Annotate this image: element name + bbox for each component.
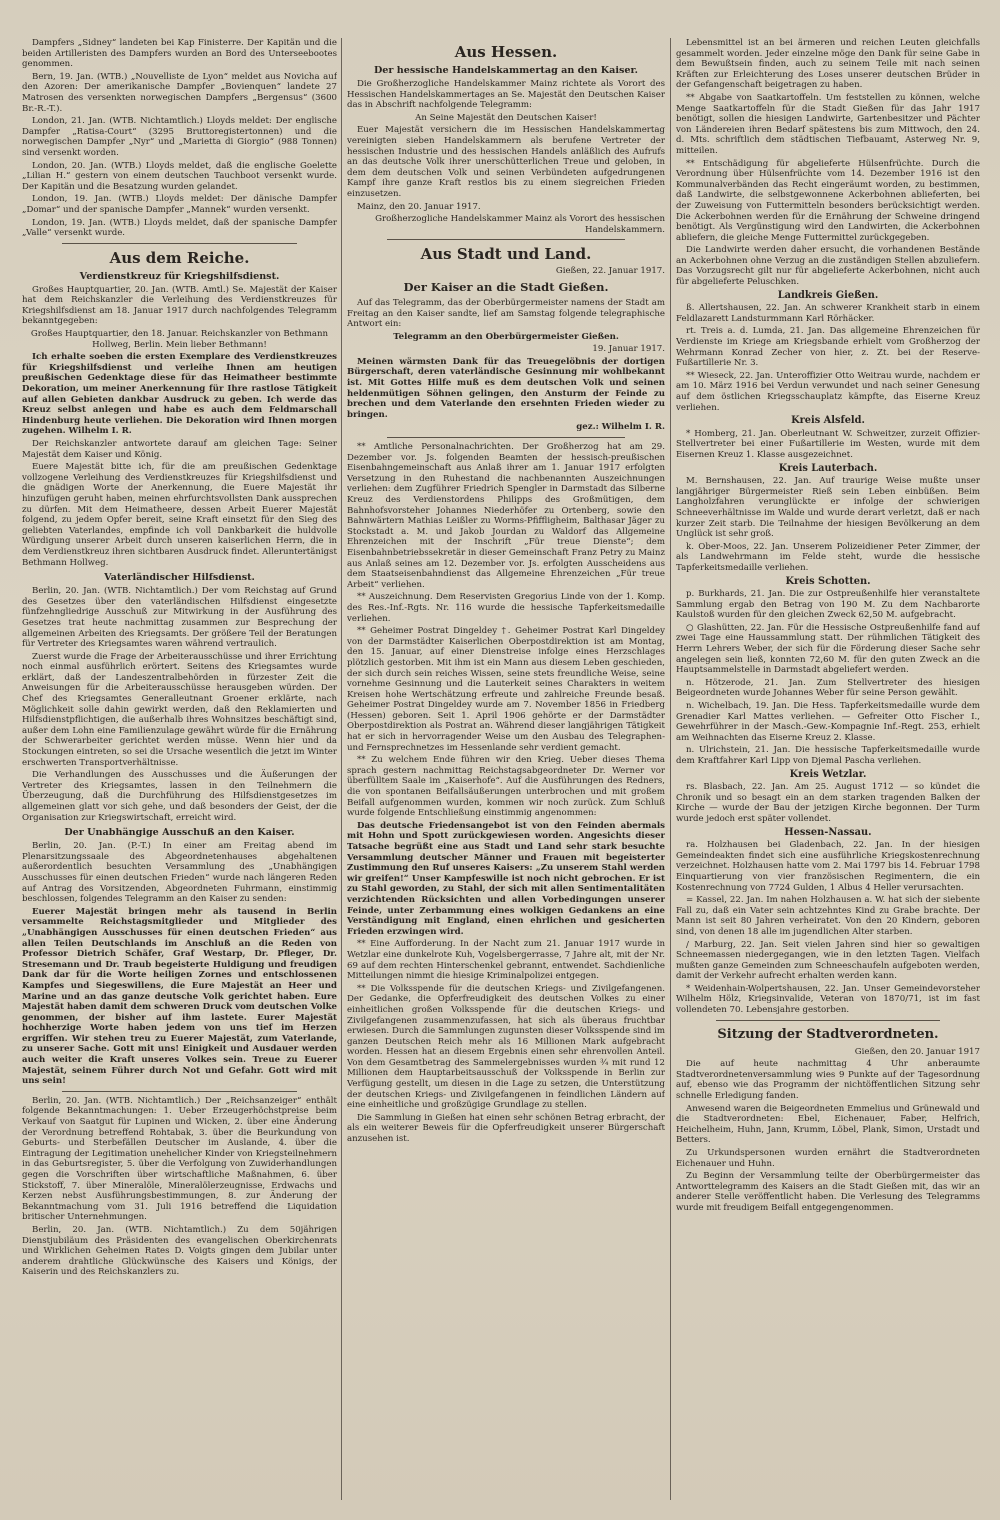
paragraph: ** Auszeichnung. Dem Reservisten Gregorius Linde von der 1. Komp. des Res.-Inf.-Rgts. Nr. 116 wurde die hessische Tapferkeitsmedaille verliehen. xyxy=(347,592,665,624)
paragraph: ** Eine Aufforderung. In der Nacht zum 21. Januar 1917 wurde in Wetzlar eine dunkelrote Kuh, Vogelsbergerrasse, 7 Jahre alt, mit der Nr. 69 auf dem rechten Hinterschenkel gebrannt, entwendet. Sachdienliche Mitteilungen nimmt die hiesige Kriminalpolizei entgegen. xyxy=(347,939,665,982)
section-heading: Sitzung der Stadtverordneten. xyxy=(717,1026,939,1042)
article-title: Der Kaiser an die Stadt Gießen. xyxy=(403,279,609,294)
column-2 xyxy=(347,38,665,1500)
paragraph: Die Sammlung in Gießen hat einen sehr schönen Betrag erbracht, der als ein weiterer Beweis für die Opferfreudigkeit unserer Bürgerschaft anzusehen ist. xyxy=(347,1112,665,1145)
paragraph: k. Ober-Moos, 22. Jan. Unserem Polizeidiener Peter Zimmer, der als Landwehrmann im Felde steht, wurde die hessische Tapferkeitsmedaille verliehen. xyxy=(676,541,980,573)
paragraph: ra. Holzhausen bei Gladenbach, 22. Jan. In der hiesigen Gemeindeakten findet sich eine ausführliche Kriegskostenrechnung verzeichnet. Holzhausen hatte vom 2. Mai 1797 bis 14. Februar 1798 Einquartierung von vier französischen Regimentern, die ein Kostenrechnung von 7724 Gulden, 1 Albus 4 Heller verursachten. xyxy=(676,840,980,893)
paragraph: An Seine Majestät den Deutschen Kaiser! xyxy=(415,112,597,123)
paragraph: p. Burkhards, 21. Jan. Die zur Ostpreußenhilfe hier veranstaltete Sammlung ergab den Betrag von 190 M. Zu dem Nachbarorte Kaulstoß wurden für den gleichen Zweck 62,50 M. aufgebracht. xyxy=(676,589,980,621)
paragraph: Ich erhalte soeben die ersten Exemplare des Verdienstkreuzes für Kriegshilfsdienst und verleihe Ihnen am heutigen preußischen Gedenktage diese für das Heimatheer bestimmte Dekoration, um meiner Anerkennung für Ihre rastlose Tätigkeit auf allen Gebieten dankbar Ausdruck zu geben. Ich werde das Kreuz selbst anlegen und habe es auch dem Feldmarschall Hindenburg heute verliehen. Die Dekoration wird Ihnen morgen zugehen. Wilhelm I. R. xyxy=(22,352,337,437)
paragraph: ** Entschädigung für abgelieferte Hülsenfrüchte. Durch die Verordnung über Hülsenfrüchte vom 14. Dezember 1916 ist den Kommunalverbänden das Recht eingeräumt worden, zu bestimmen, daß Landwirte, die selbstgewonnene Ackerbohnen ablieferten, bei der Zuweisung von Futtermitteln besonders berücksichtigt werden. Die Ackerbohnen werden für die Ernährung der Schweine dringend benötigt. Als Vergünstigung wird den Landwirten, die Ackerbohnen abliefern, die gleiche Menge Futtermittel zurückgegeben. xyxy=(676,158,980,243)
paragraph: Zuerst wurde die Frage der Arbeiterausschüsse und ihrer Errichtung noch einmal ausführlich erörtert. Seitens des Kriegsamtes wurde erklärt, daß der Landeszentralbehörden in fürzester Zeit die Anweisungen für die Arbeiterausschüsse herausgeben würden. Der Chef des Kriegsamtes Generalleutnant Groener erklärte, nach Möglichkeit solle dahin gewirkt werden, daß den Reklamierten und Hilfsdienstpflichtigen, die außerhalb ihres Wohnsitzes beschäftigt sind, außer dem Lohn eine Familienzulage gewährt würde für die Ernährung der Schwerarbeiter gerichtet werden müsse. Wenn hier und da Stockungen eintreten, so sei die Ursache wesentlich die jetzt im Winter erschwerten Transportverhältnisse. xyxy=(22,651,337,768)
section-divider xyxy=(62,1091,297,1092)
article-title: Verdienstkreuz für Kriegshilfsdienst. xyxy=(79,270,280,282)
paragraph: rt. Treis a. d. Lumda, 21. Jan. Das allgemeine Ehrenzeichen für Verdienste im Kriege am Kriegsbande erhielt vom Großherzog der Wehrmann Konrad Zecher von hier, z. Zt. bei der Reserve-Fußartillerie Nr. 3. xyxy=(676,326,980,369)
article-title: Vaterländischer Hilfsdienst. xyxy=(104,572,255,584)
paragraph: Euer Majestät versichern die im Hessischen Handelskammertag vereinigten sieben Handelskammern als berufene Vertreter der hessischen Industrie und des hessischen Handels anläßlich des Aufrufs an das deutsche Volk ihrer unerschütterlichen Treue und geloben, in dem dem deutschen Volk und seinen Verbündeten aufgedrungenen Kampf ihre ganze Kraft restlos bis zu einem siegreichen Frieden einzusetzen. xyxy=(347,125,665,199)
paragraph: ** Geheimer Postrat Dingeldey †. Geheimer Postrat Karl Dingeldey von der Darmstädter Kaiserlichen Oberpostdirektion ist am Montag, den 15. Januar, auf einer Dienstreise infolge eines Herzschlages plötzlich gestorben. Mit ihm ist ein Mann aus diesem Leben geschieden, der sich durch sein reiches Wissen, seine stets freundliche Weise, seine vornehme Gesinnung und die Lauterkeit seines Charakters in weitem Kreisen hohe Wertschätzung erfreute und zahlreiche Freunde besaß. Geheimer Postrat Dingeldey wurde am 7. November 1856 in Friedberg (Hessen) geboren. Seit 1. April 1906 gehörte er der Darmstädter Oberpostdirektion als Postrat an. Während dieser langjährigen Tätigkeit hat er sich in hervorragender Weise um den Ausbau des Telegraphen- und Fernsprechnetzes im Hessenlande sehr verdient gemacht. xyxy=(347,626,665,753)
paragraph: London, 19. Jan. (WTB.) Lloyds meldet: Der dänische Dampfer „Domar“ und der spanische Dampfer „Mannek“ wurden versenkt. xyxy=(22,194,337,215)
paragraph: Zu Beginn der Versammlung teilte der Oberbürgermeister das Antworttelegramm des Kaisers an die Stadt Gießen mit, das wir an anderer Stelle veröffentlicht haben. Die Verlesung des Telegramms wurde mit freudigem Beifall entgegengenommen. xyxy=(676,1171,980,1213)
section-heading: Aus Hessen. xyxy=(454,43,558,61)
region-heading: Landkreis Gießen. xyxy=(777,289,879,301)
paragraph: Der Reichskanzler antwortete darauf am gleichen Tage: Seiner Majestät dem Kaiser und König. xyxy=(22,439,337,460)
column-rule xyxy=(341,38,342,1500)
paragraph: rs. Blasbach, 22. Jan. Am 25. August 1712 — so kündet die Chronik und so besagt ein an dem starken tragenden Balken der Kirche — wurde der Bau der jetzigen Kirche begonnen. Der Turm wurde jedoch erst später vollendet. xyxy=(676,782,980,824)
article-title: Der Unabhängige Ausschuß an den Kaiser. xyxy=(64,827,295,839)
paragraph: n. Hötzerode, 21. Jan. Zum Stellvertreter des hiesigen Beigeordneten wurde Johannes Weber für seine Person gewählt. xyxy=(676,677,980,699)
paragraph: Euerer Majestät bringen mehr als tausend in Berlin versammelte Reichstagsmitglieder und Mitglieder des „Unabhängigen Ausschusses für einen deutschen Frieden“ aus allen Teilen Deutschlands im Anschluß an die Reden von Professor Dietrich Schäfer, Graf Westarp, Dr. Pfleger, Dr. Stresemann und Dr. Traub begeisterte Huldigung und freudigen Dank dar für die Worte heiligen Zornes und entschlossenen Kampfes und Siegeswillens, die Eure Majestät an Heer und Marine und an das ganze deutsche Volk gerichtet haben. Eure Majestät haben damit dem schweren Druck vom deutschen Volke genommen, der bisher auf ihm lastete. Eurer Majestät hochherzige Worte haben jedem von uns tief im Herzen ergriffen. Wir stehen treu zu Euerer Majestät, zum Vaterlande, zu unserer Sache. Gott mit uns! Einigkeit und Ausdauer werden auch weiter die Kraft unseres Volkes sein. Treue zu Euerer Majestät, seinem Führer durch Not und Gefahr. Gott wird mit uns sein! xyxy=(22,906,337,1087)
paragraph: Mainz, den 20. Januar 1917. xyxy=(357,201,481,212)
article-title: Der hessische Handelskammertag an den Kaiser. xyxy=(373,65,638,76)
paragraph: London, 20. Jan. (WTB.) Lloyds meldet, daß die englische Goelette „Lilian H.“ gestern von einem deutschen Tauchboot versenkt wurde. Der Kapitän und die Besatzung wurden gelandet. xyxy=(22,160,337,192)
paragraph: Großherzogliche Handelskammer Mainz als Vorort des hessischen Handelskammern. xyxy=(375,214,665,235)
region-heading: Hessen-Nassau. xyxy=(784,826,872,838)
section-heading: Aus Stadt und Land. xyxy=(420,245,592,264)
paragraph: n. Wichelbach, 19. Jan. Die Hess. Tapferkeitsmedaille wurde dem Grenadier Karl Mattes verliehen. — Gefreiter Otto Fischer I., Gewehrführer in der Masch.-Gew.-Kompagnie Inf.-Regt. 253, erhielt am Weihnachten das Eiserne Kreuz 2. Klasse. xyxy=(676,701,980,743)
section-divider xyxy=(716,1020,940,1021)
paragraph: Berlin, 20. Jan. (WTB. Nichtamtlich.) Zu dem 50jährigen Dienstjubiläum des Präsidenten des evangelischen Oberkirchenrats und Wirklichen Geheimen Rates D. Voigts gingen dem Jubilar unter anderem drahtliche Glückwünsche des Kaisers und Königs, der Kaiserin und des Reichskanzlers zu. xyxy=(22,1224,337,1278)
paragraph: Die Verhandlungen des Ausschusses und die Äußerungen der Vertreter des Kriegsamtes, lassen in den Teilnehmern die Überzeugung, daß die Durchführung des Hilfsdienstgesetzes im allgemeinen glatt vor sich gehe, und daß besonders der Geist, der die Organisation zur Kriegswirtschaft, erreicht wird. xyxy=(22,770,337,823)
paragraph: M. Bernshausen, 22. Jan. Auf traurige Weise mußte unser langjähriger Bürgermeister Rieß sein Leben einbüßen. Beim Langholzfahren verunglückte er infolge der schwierigen Schneeverhältnisse im Walde und wurde derart verletzt, daß er nach kurzer Zeit starb. Die Teilnahme der hiesigen Bevölkerung an dem Unglück ist sehr groß. xyxy=(676,476,980,540)
dateline: Gießen, 22. Januar 1917. xyxy=(555,266,665,277)
region-heading: Kreis Alsfeld. xyxy=(791,415,865,427)
paragraph: n. Ulrichstein, 21. Jan. Die hessische Tapferkeitsmedaille wurde dem Kraftfahrer Karl Lipp von Djemal Pascha verliehen. xyxy=(676,745,980,766)
paragraph: Berlin, 20. Jan. (WTB. Nichtamtlich.) Der „Reichsanzeiger“ enthält folgende Bekanntmachungen: 1. Ueber Erzeugerhöchstpreise beim Verkauf von Saatgut für Lupinen und Wicken, 2. über eine Änderung der Verordnung betreffend Rohtabak, 3. über die Beurkundung von Geburts- und Sterbefällen Deutscher im Auslande, 4. über die Eintragung der Legitimation unehelicher Kinder von Kriegsteilnehmern in das Geburtsregister, 5. über die Verfolgung von Zuwiderhandlungen gegen die Vorschriften über wirtschaftliche Maßnahmen, 6. über Stickstoff, 7. über Mineralöle, Mineralölerzeugnisse, Erdwachs und Kerzen nebst Ausführungsbestimmungen, 8. zur Änderung der Bekanntmachung vom 31. Juli 1916 betreffend die Liquidation britischer Unternehmungen. xyxy=(22,1095,337,1223)
paragraph: Bern, 19. Jan. (WTB.) „Nouvelliste de Lyon“ meldet aus Novicha auf den Azoren: Der amerikanische Dampfer „Bovienquen“ landete 27 Matrosen des versenkten norwegischen Dampfers „Bergensus“ (3600 Br.-R.-T.). xyxy=(22,71,337,114)
region-heading: Kreis Schotten. xyxy=(785,575,871,587)
paragraph: 19. Januar 1917. xyxy=(592,344,665,355)
paragraph: Dampfers „Sidney“ landeten bei Kap Finisterre. Der Kapitän und die beiden Artilleristen des Dampfers wurden an Bord des Unterseebootes genommen. xyxy=(22,38,337,70)
paragraph: ○ Glashütten, 22. Jan. Für die Hessische Ostpreußenhilfe fand auf zwei Tage eine Haussammlung statt. Der rühmlichen Tätigkeit des Herrn Lehrers Weber, der sich für die Förderung dieser Sache sehr angelegen sein ließ, konnten 72,60 M. für den guten Zweck an die Hauptsammelstelle in Darmstadt abgeliefert werden. xyxy=(676,622,980,676)
paragraph: * Weidenhain-Wolpertshausen, 22. Jan. Unser Gemeindevorsteher Wilhelm Hölz, Kriegsinvalide, Veteran von 1870/71, ist im fast vollendeten 70. Lebensjahre gestorben. xyxy=(676,983,980,1016)
section-divider xyxy=(387,239,625,240)
paragraph: Die Großherzogliche Handelskammer Mainz richtete als Vorort des Hessischen Handelskammertages an Se. Majestät den Deutschen Kaiser das in Abschrift nachfolgende Telegramm: xyxy=(347,79,665,111)
shipping-news xyxy=(22,38,337,239)
section-divider xyxy=(387,437,625,438)
paragraph: * Homberg, 21. Jan. Oberleutnant W. Schweitzer, zurzeit Offizier-Stellvertreter bei einer Fußartillerie im Westen, wurde mit dem Eisernen Kreuz 1. Klasse ausgezeichnet. xyxy=(676,428,980,460)
paragraph: Telegramm an den Oberbürgermeister Gießen. xyxy=(393,331,619,342)
paragraph: Meinen wärmsten Dank für das Treuegelöbnis der dortigen Bürgerschaft, deren vaterländische Gesinnung mir wohlbekannt ist. Mit Gottes Hilfe muß es dem deutschen Volk und seinen heldenmütigen Söhnen gelingen, den Ansturm der Feinde zu brechen und dem Vaterlande den ersehnten Frieden wieder zu bringen. xyxy=(347,356,665,420)
paragraph: Auf das Telegramm, das der Oberbürgermeister namens der Stadt am Freitag an den Kaiser sandte, lief am Samstag folgende telegraphische Antwort ein: xyxy=(347,297,665,330)
section-heading: Aus dem Reiche. xyxy=(109,248,250,267)
paragraph: Anwesend waren die Beigeordneten Emmelius und Grünewald und die Stadtverordneten: Ebel, Eichenauer, Faber, Helfrich, Heichelheim, Huhn, Jann, Krumm, Löbel, Plank, Simon, Urstadt und Betters. xyxy=(676,1103,980,1146)
region-heading: Kreis Wetzlar. xyxy=(789,768,867,780)
paragraph: ** Abgabe von Saatkartoffeln. Um feststellen zu können, welche Menge Saatkartoffeln für die Stadt Gießen für das Jahr 1917 benötigt, sollen die hiesigen Landwirte, Gartenbesitzer und Pächter von Ländereien ihren Bedarf spätestens bis zum Mittwoch, den 24. d. Mts. schriftlich dem städtischen Tiefbauamt, Asterweg Nr. 9, mitteilen. xyxy=(676,92,980,156)
paragraph: Berlin, 20. Jan. (WTB. Nichtamtlich.) Der vom Reichstag auf Grund des Gesetzes über den vaterländischen Hilfsdienst eingesetzte fünfzehngliedrige Ausschuß zur Mitwirkung in der Ausführung des Gesetzes trat heute nachmittag zusammen zur Besprechung der allgemeinen Arbeiten des Kriegsamts. Der größere Teil der Beratungen für Vertreter des Kriegsamtes waren während vertraulich. xyxy=(22,586,337,650)
paragraph: Die auf heute nachmittag 4 Uhr anberaumte Stadtverordnetenversammlung wies 9 Punkte auf der Tagesordnung auf, ebenso wie das Programm der nichtöffentlichen Sitzung sehr schnelle Erledigung fanden. xyxy=(676,1059,980,1102)
paragraph: London, 19. Jan. (WTB.) Lloyds meldet, daß der spanische Dampfer „Valle“ versenkt wurde. xyxy=(22,217,337,239)
paragraph: ** Wieseck, 22. Jan. Unteroffizier Otto Weitrau wurde, nachdem er am 10. März 1916 bei Verdun verwundet und nach seiner Genesung auf dem östlichen Kriegsschauplatz kämpfte, das Eiserne Kreuz verliehen. xyxy=(676,370,980,413)
paragraph: Euere Majestät bitte ich, für die am preußischen Gedenktage vollzogene Verleihung des Verdienstkreuzes für Kriegshilfsdienst und die gnädigen Worte der Anerkennung, die Euere Majestät ihr hinzufügen geruht haben, meinen ehrfurchtsvollsten Dank aussprechen zu dürfen. Mit dem Heimatheere, dessen Arbeit Euerer Majestät folgend, zu jedem Opfer bereit, seine Kraft einsetzt für den Sieg des geliebten Vaterlandes, empfinde ich voll Dankbarkeit die huldvolle Würdigung unserer Arbeit durch unseren kaiserlichen Herrn, die in dem Verdienstkreuz ihren sichtbaren Ausdruck findet. Alleruntertänigst Bethmann Hollweg. xyxy=(22,462,337,568)
paragraph: Lebensmittel ist an bei ärmeren und reichen Leuten gleichfalls gesammelt worden. Jeder einzelne möge den Dank für seine Gabe in dem Bewußtsein finden, auch zu seinem Teile mit nach seinen Kräften zur Erleichterung des Loses unserer deutschen Brüder in der Gefangenschaft beigetragen zu haben. xyxy=(676,38,980,91)
signature: gez.: Wilhelm I. R. xyxy=(576,422,665,433)
paragraph: ** Zu welchem Ende führen wir den Krieg. Ueber dieses Thema sprach gestern nachmittag Reichstagsabgeordneter Dr. Werner vor überfülltem Saale im „Kaiserhofe“. Auf die Ausführungen des Redners, die von spontanen Beifallsäußerungen unterbrochen und mit großem Beifall aufgenommen wurden, kommen wir noch zurück. Zum Schluß wurde folgende Entschließung einstimmig angenommen: xyxy=(347,755,665,819)
column-rule xyxy=(670,38,671,1500)
paragraph: / Marburg, 22. Jan. Seit vielen Jahren sind hier so gewaltigen Schneemassen niedergegangen, wie in den letzten Tagen. Vielfach mußten ganze Gemeinden zum Schneeschaufeln aufgeboten werden, damit der Verkehr aufrecht erhalten werden kann. xyxy=(676,939,980,982)
column-1 xyxy=(22,38,337,1500)
paragraph: Das deutsche Friedensangebot ist von den Feinden abermals mit Hohn und Spott zurückgewiesen worden. Angesichts dieser Tatsache begrüßt eine aus Stadt und Land sehr stark besuchte Versammlung deutscher Männer und Frauen mit begeisterter Zustimmung den Ruf unseres Kaisers: „Zu unserem Stahl werden wir greifen!“ Unser Kampfeswille ist noch nicht gebrochen. Er ist zu Stahl geworden, zu Stahl, der sich mit allen Sentimentalitäten verzichtenden Rücksichten und allen Vorbedingungen unserer Feinde, unter Zerbammung eines wolkigen Gedankens an eine Verständigung mit England, einen ehrlichen und gesicherten Frieden erzwingen wird. xyxy=(347,820,665,937)
paragraph: ß. Allertshausen, 22. Jan. An schwerer Krankheit starb in einem Feldlazarett Landsturmmann Karl Rörhäcker. xyxy=(676,303,980,324)
paragraph: = Kassel, 22. Jan. Im nahen Holzhausen a. W. hat sich der siebente Fall zu, daß ein Vater sein achtzehntes Kind zu Grabe brachte. Der Mann ist seit 80 Jahren verheiratet. Von den 20 Kindern, geboren sind, von denen 18 alle im jugendlichen Alter starben. xyxy=(676,895,980,937)
paragraph: Großes Hauptquartier, 20. Jan. (WTB. Amtl.) Se. Majestät der Kaiser hat dem Reichskanzler die Verleihung des Verdienstkreuzes für Kriegshilfsdienst am 18. Januar 1917 durch nachfolgendes Telegramm bekanntgegeben: xyxy=(22,284,337,327)
paragraph: Berlin, 20. Jan. (P.-T.) In einer am Freitag abend im Plenarsitzungssaale des Abgeordnetenhauses abgehaltenen außerordentlich besuchten Versammlung des „Unabhängigen Ausschusses für einen deutschen Frieden“ wurde nach längeren Reden auf Antrag des Vorsitzenden, Abgeordneten Fuhrmann, einstimmig beschlossen, folgendes Telegramm an den Kaiser zu senden: xyxy=(22,841,337,905)
region-heading: Kreis Lauterbach. xyxy=(778,462,878,474)
paragraph: Die Landwirte werden daher ersucht, die vorhandenen Bestände an Ackerbohnen ohne Verzug an die zuständigen Stellen abzuliefern. Das Vorzugsrecht gilt nur für abgelieferte Ackerbohnen, nicht auch für abgelieferte Peluschken. xyxy=(676,245,980,288)
paragraph: Großes Hauptquartier, den 18. Januar. Reichskanzler von Bethmann Hollweg, Berlin. Mein lieber Bethmann! xyxy=(30,329,329,350)
dateline: Gießen, den 20. Januar 1917 xyxy=(854,1046,980,1057)
paragraph: ** Die Volksspende für die deutschen Kriegs- und Zivilgefangenen. Der Gedanke, die Opferfreudigkeit des deutschen Volkes zu einer einheitlichen großen Volksspende für die deutschen Kriegs- und Zivilgefangenen zusammenzufassen, hat sich als überaus fruchtbar erwiesen. Durch die Sammlungen zugunsten dieser Volksspende sind im ganzen Deutschen Reich mehr als 16 Millionen Mark aufgebracht worden. Hessen hat an diesem Ergebnis einen sehr ehrenvollen Anteil. Von dem Gesamtbetrag des Sammelergebnisses wurden ¾ mit rund 12 Millionen dem Hauptarbeitsausschuß der Volksspende in Berlin zur Verfügung gestellt, um diesen in die Lage zu setzen, die Unterstützung der deutschen Kriegs- und Zivilgefangenen in feindlichen Ländern auf eine einheitliche und großzügige Grundlage zu stellen. xyxy=(347,983,665,1111)
column-3 xyxy=(676,38,980,1500)
paragraph: Zu Urkundspersonen wurden ernährt die Stadtverordneten Eichenauer und Huhn. xyxy=(676,1148,980,1169)
paragraph: London, 21. Jan. (WTB. Nichtamtlich.) Lloyds meldet: Der englische Dampfer „Ratisa-Court“ (3295 Bruttoregistertonnen) und die norwegischen Dampfer „Nyr“ und „Marietta di Giorgio“ (988 Tonnen) sind versenkt worden. xyxy=(22,116,337,158)
section-divider xyxy=(62,243,297,244)
paragraph: ** Amtliche Personalnachrichten. Der Großherzog hat am 29. Dezember vor. Js. folgenden Beamten der hessisch-preußischen Eisenbahngemeinschaft aus Anlaß ihrer am 1. Januar 1917 erfolgten Versetzung in den Ruhestand die nachbenannten Auszeichnungen verliehen: dem Zugführer Friedrich Spengler in Darmstadt das Silberne Kreuz des Verdienstordens Philipps des Großmütigen, dem Bahnhofsvorsteher Johannes Niederhöfer zu Ortenberg, sowie den Bahnwärtern Mathias Leißler zu Worms-Pfiffligheim, Balthasar Jäger zu Stockstadt a. M. und Jakob Jourdan zu Waldorf das Allgemeine Ehrenzeichen mit der Inschrift „Für treue Dienste“; dem Eisenbahnbetriebssekretär in dieser Gemeinschaft Franz Petry zu Mainz aus Anlaß seines am 12. Dezember vor. Js. erfolgten Ausscheidens aus dem Staatseisenbahndienst das Allgemeine Ehrenzeichen „Für treue Arbeit“ verliehen. xyxy=(347,442,665,590)
